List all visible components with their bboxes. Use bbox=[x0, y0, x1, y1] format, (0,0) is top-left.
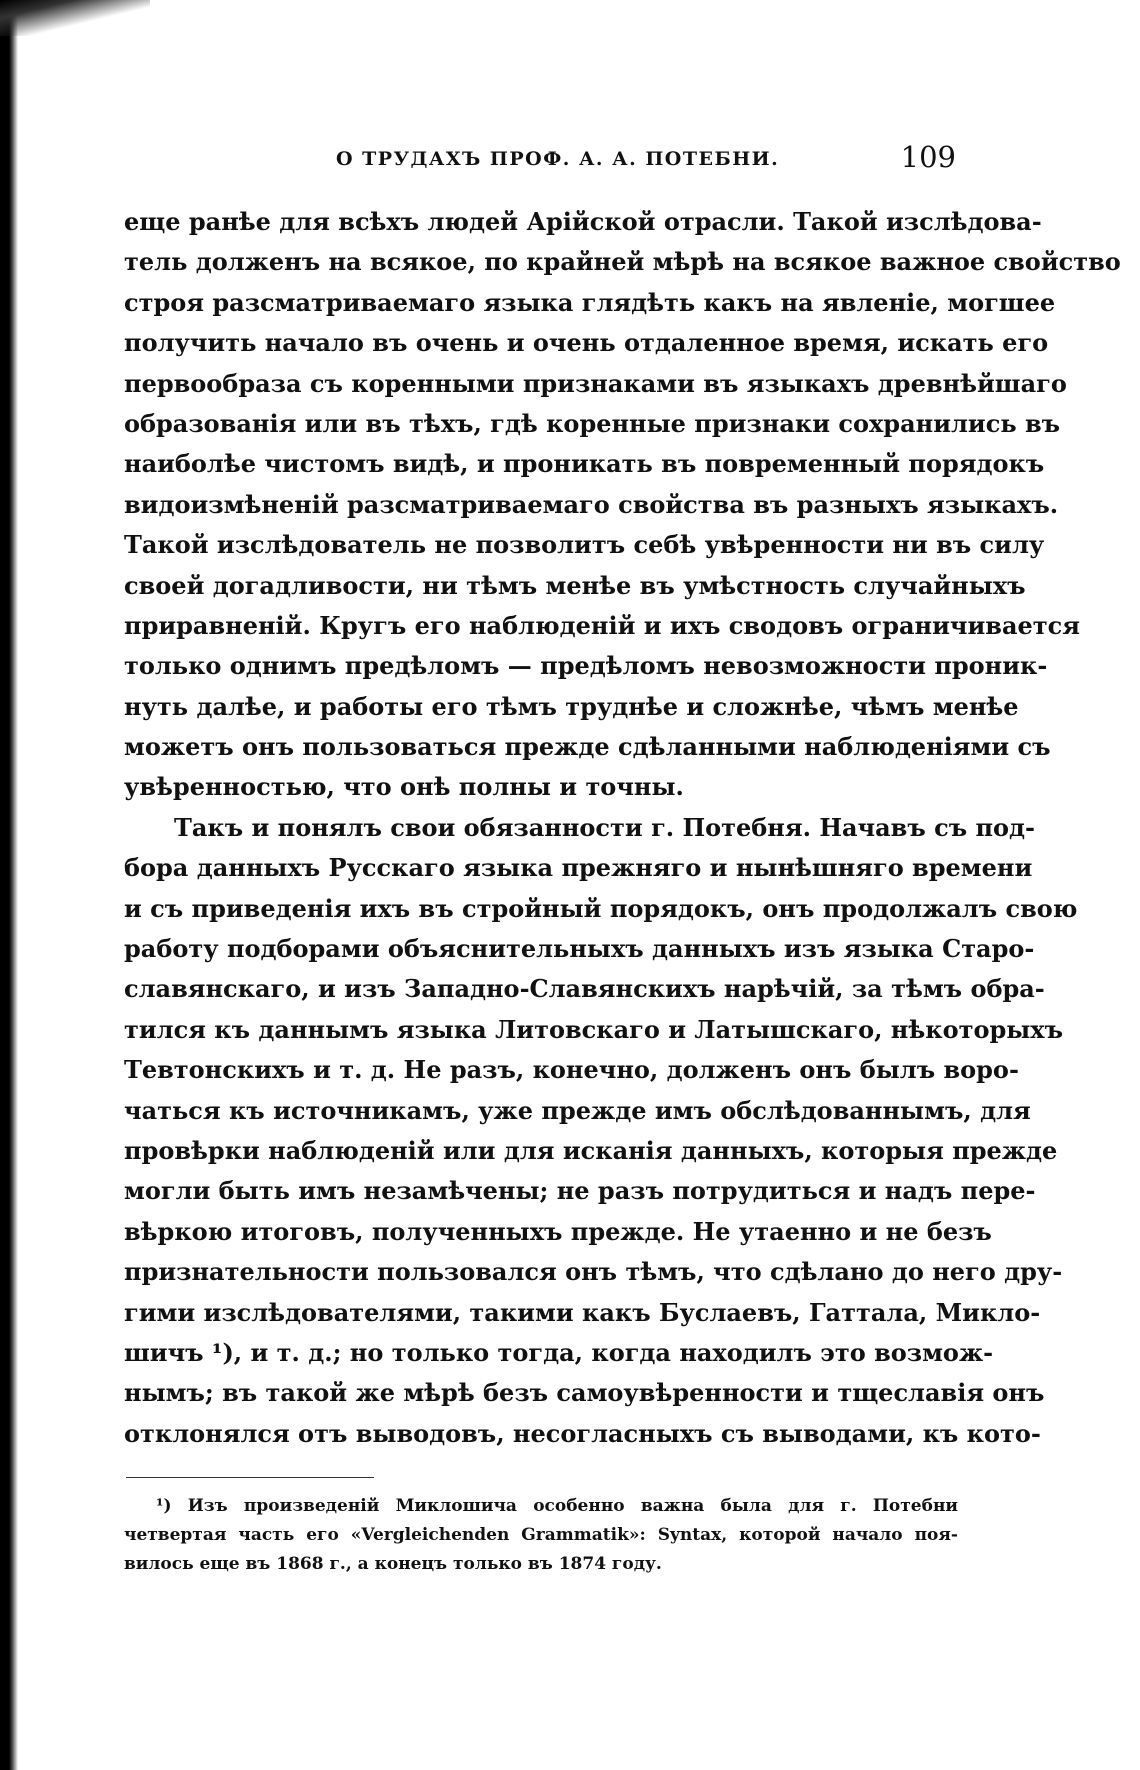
text-line: получить начало въ очень и очень отдаленное время, искать его bbox=[124, 328, 1049, 358]
footnote-separator bbox=[126, 1477, 374, 1478]
text-line: Такой изслѣдователь не позволитъ себѣ увѣренности ни въ силу bbox=[124, 530, 1045, 560]
text-line: первообраза съ коренными признаками въ языкахъ древнѣйшаго bbox=[124, 368, 1067, 398]
text-line: признательности пользовался онъ тѣмъ, что сдѣлано до него дру- bbox=[124, 1257, 1063, 1287]
footnote-line: вилось еще въ 1868 г., а конецъ только въ 1874 году. bbox=[124, 1554, 662, 1574]
text-line: строя разсматриваемаго языка глядѣть какъ на явленіе, могшее bbox=[124, 287, 1056, 317]
text-line: еще ранѣе для всѣхъ людей Арійской отрасли. Такой изслѣдова- bbox=[124, 207, 1042, 236]
footnote-line: четвертая часть его «Vergleichenden Grammatik»: Syntax, которой начало поя- bbox=[124, 1525, 958, 1545]
text-line: приравненій. Кругъ его наблюденій и ихъ сводовъ ограничивается bbox=[124, 610, 1081, 640]
text-line: только однимъ предѣломъ — предѣломъ невозможности проник- bbox=[124, 651, 1048, 681]
paragraph-start-line: Такъ и понялъ свои обязанности г. Потебня. Начавъ съ под- bbox=[174, 812, 1036, 842]
text-line: можетъ онъ пользоваться прежде сдѣланными наблюденіями съ bbox=[124, 732, 1051, 762]
main-text bbox=[124, 202, 1121, 1454]
text-line: шичъ ¹), и т. д.; но только тогда, когда находилъ это возмож- bbox=[124, 1337, 994, 1367]
text-line: наиболѣе чистомъ видѣ, и проникать въ повременный порядокъ bbox=[124, 449, 1045, 479]
text-line: гими изслѣдователями, такими какъ Буслаевъ, Гаттала, Микло- bbox=[124, 1297, 1041, 1327]
text-line: провѣрки наблюденій или для исканія данныхъ, которыя прежде bbox=[124, 1135, 1058, 1165]
text-line: отклонялся отъ выводовъ, несогласныхъ съ выводами, къ кото- bbox=[124, 1418, 1041, 1448]
page-number: 109 bbox=[900, 140, 956, 174]
text-line: нуть далѣе, и работы его тѣмъ труднѣе и сложнѣе, чѣмъ менѣе bbox=[124, 691, 1019, 721]
text-line: образованія или въ тѣхъ, гдѣ коренные признаки сохранились въ bbox=[124, 408, 1061, 438]
text-line: видоизмѣненій разсматриваемаго свойства въ разныхъ языкахъ. bbox=[124, 489, 1059, 519]
text-line: и съ приведенія ихъ въ стройный порядокъ, онъ продолжалъ свою bbox=[124, 893, 1078, 923]
footnote-line: ¹) Изъ произведеній Миклошича особенно важна была для г. Потебни bbox=[156, 1496, 958, 1516]
text-line: Тевтонскихъ и т. д. Не разъ, конечно, долженъ онъ былъ воро- bbox=[124, 1055, 1019, 1085]
running-head: О ТРУДАХЪ ПРОФ. А. А. ПОТЕБНИ. bbox=[336, 148, 780, 170]
page-header bbox=[124, 142, 956, 182]
text-line: нымъ; въ такой же мѣрѣ безъ самоувѣренности и тщеславія онъ bbox=[124, 1378, 1045, 1408]
paragraph-end-line: увѣренностью, что онѣ полны и точны. bbox=[124, 772, 684, 802]
text-line: могли быть имъ незамѣчены; не разъ потрудиться и надъ пере- bbox=[124, 1176, 1036, 1206]
text-line: славянскаго, и изъ Западно-Славянскихъ нарѣчій, за тѣмъ обра- bbox=[124, 974, 1045, 1004]
footnotes bbox=[124, 1492, 958, 1579]
text-line: бора данныхъ Русскаго языка прежняго и нынѣшняго времени bbox=[124, 853, 1033, 883]
text-line: работу подборами объяснительныхъ данныхъ изъ языка Старо- bbox=[124, 934, 1035, 964]
scan-binding-shadow bbox=[0, 0, 18, 1770]
text-line: вѣркою итоговъ, полученныхъ прежде. Не утаенно и не безъ bbox=[124, 1216, 992, 1246]
text-line: своей догадливости, ни тѣмъ менѣе въ умѣстность случайныхъ bbox=[124, 570, 1026, 600]
text-line: тель долженъ на всякое, по крайней мѣрѣ на всякое важное свойство bbox=[124, 247, 1121, 277]
text-line: чаться къ источникамъ, уже прежде имъ обслѣдованнымъ, для bbox=[124, 1095, 1031, 1125]
text-line: тился къ даннымъ языка Литовскаго и Латышскаго, нѣкоторыхъ bbox=[124, 1014, 1064, 1044]
scan-corner-shadow bbox=[0, 0, 150, 36]
